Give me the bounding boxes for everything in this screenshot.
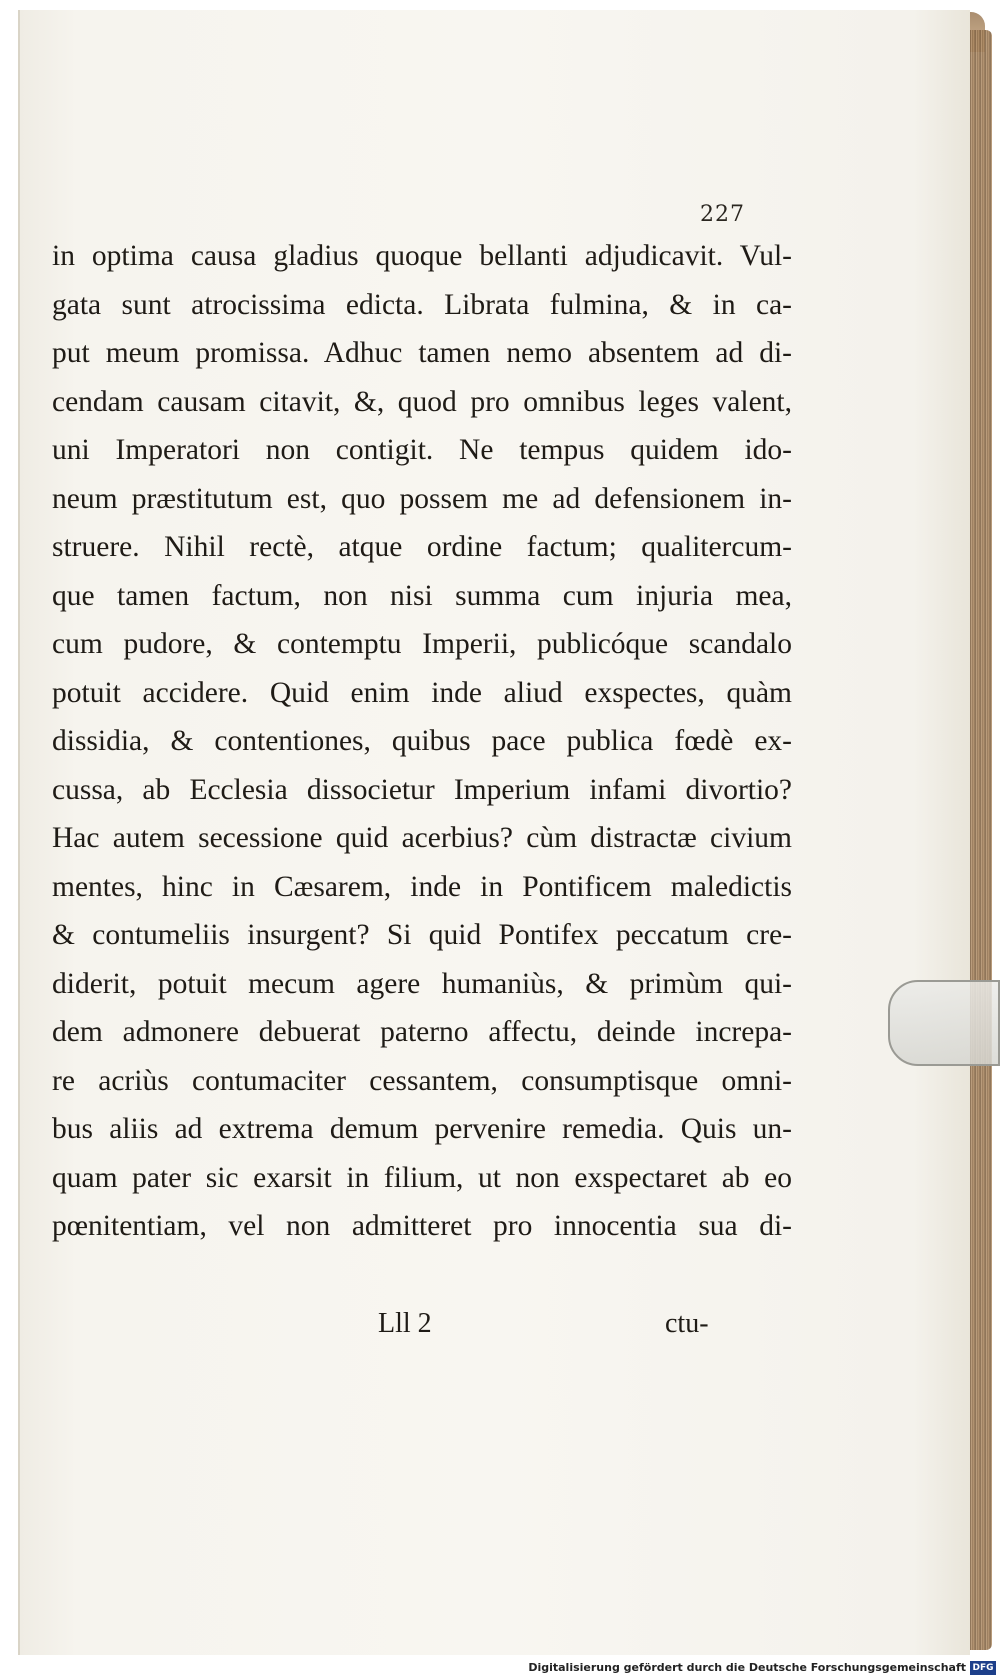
text-line: in optima causa gladius quoque bellanti adjudicavit. Vul- (52, 240, 792, 272)
text-line: mentes, hinc in Cæsarem, inde in Pontificem maledictis (52, 870, 792, 903)
footer-credit: Digitalisierung gefördert durch die Deutsche Forschungsgemeinschaft (528, 1661, 966, 1674)
text-line: re acriùs contumaciter cessantem, consumptisque omni- (52, 1064, 792, 1097)
text-line: cum pudore, & contemptu Imperii, publicóque scandalo (52, 628, 792, 660)
page-number: 227 (700, 202, 745, 227)
text-line: cussa, ab Ecclesia dissocietur Imperium infami divortio? (52, 773, 792, 806)
text-line: Hac autem secessione quid acerbius? cùm distractæ civium (52, 822, 792, 854)
text-line: bus aliis ad extrema demum pervenire remedia. Quis un- (52, 1113, 792, 1145)
text-line: & contumeliis insurgent? Si quid Pontifex peccatum cre- (52, 919, 792, 951)
dfg-logo-icon: DFG (970, 1661, 996, 1675)
catchword: ctu- (665, 1308, 709, 1339)
text-line: neum præstitutum est, quo possem me ad defensionem in- (52, 482, 792, 515)
text-line: cendam causam citavit, &, quod pro omnibus leges valent, (52, 385, 792, 418)
text-line: que tamen factum, non nisi summa cum injuria mea, (52, 579, 792, 612)
signature-mark: Lll 2 (378, 1308, 432, 1339)
bookmark-clip (888, 980, 1000, 1066)
text-line: gata sunt atrocissima edicta. Librata fulmina, & in ca- (52, 288, 792, 321)
text-line: put meum promissa. Adhuc tamen nemo absentem ad di- (52, 337, 792, 369)
text-line: struere. Nihil rectè, atque ordine factum; qualitercum- (52, 531, 792, 563)
body-text (52, 232, 792, 1251)
text-line: potuit accidere. Quid enim inde aliud exspectes, quàm (52, 676, 792, 709)
text-line: pœnitentiam, vel non admitteret pro innocentia sua di- (52, 1210, 792, 1242)
text-line: uni Imperatori non contigit. Ne tempus quidem ido- (52, 434, 792, 466)
text-line: dissidia, & contentiones, quibus pace publica fœdè ex- (52, 725, 792, 757)
text-line: diderit, potuit mecum agere humaniùs, & primùm qui- (52, 967, 792, 1000)
text-line: quam pater sic exarsit in filium, ut non exspectaret ab eo (52, 1161, 792, 1194)
text-line: dem admonere debuerat paterno affectu, deinde increpa- (52, 1016, 792, 1048)
